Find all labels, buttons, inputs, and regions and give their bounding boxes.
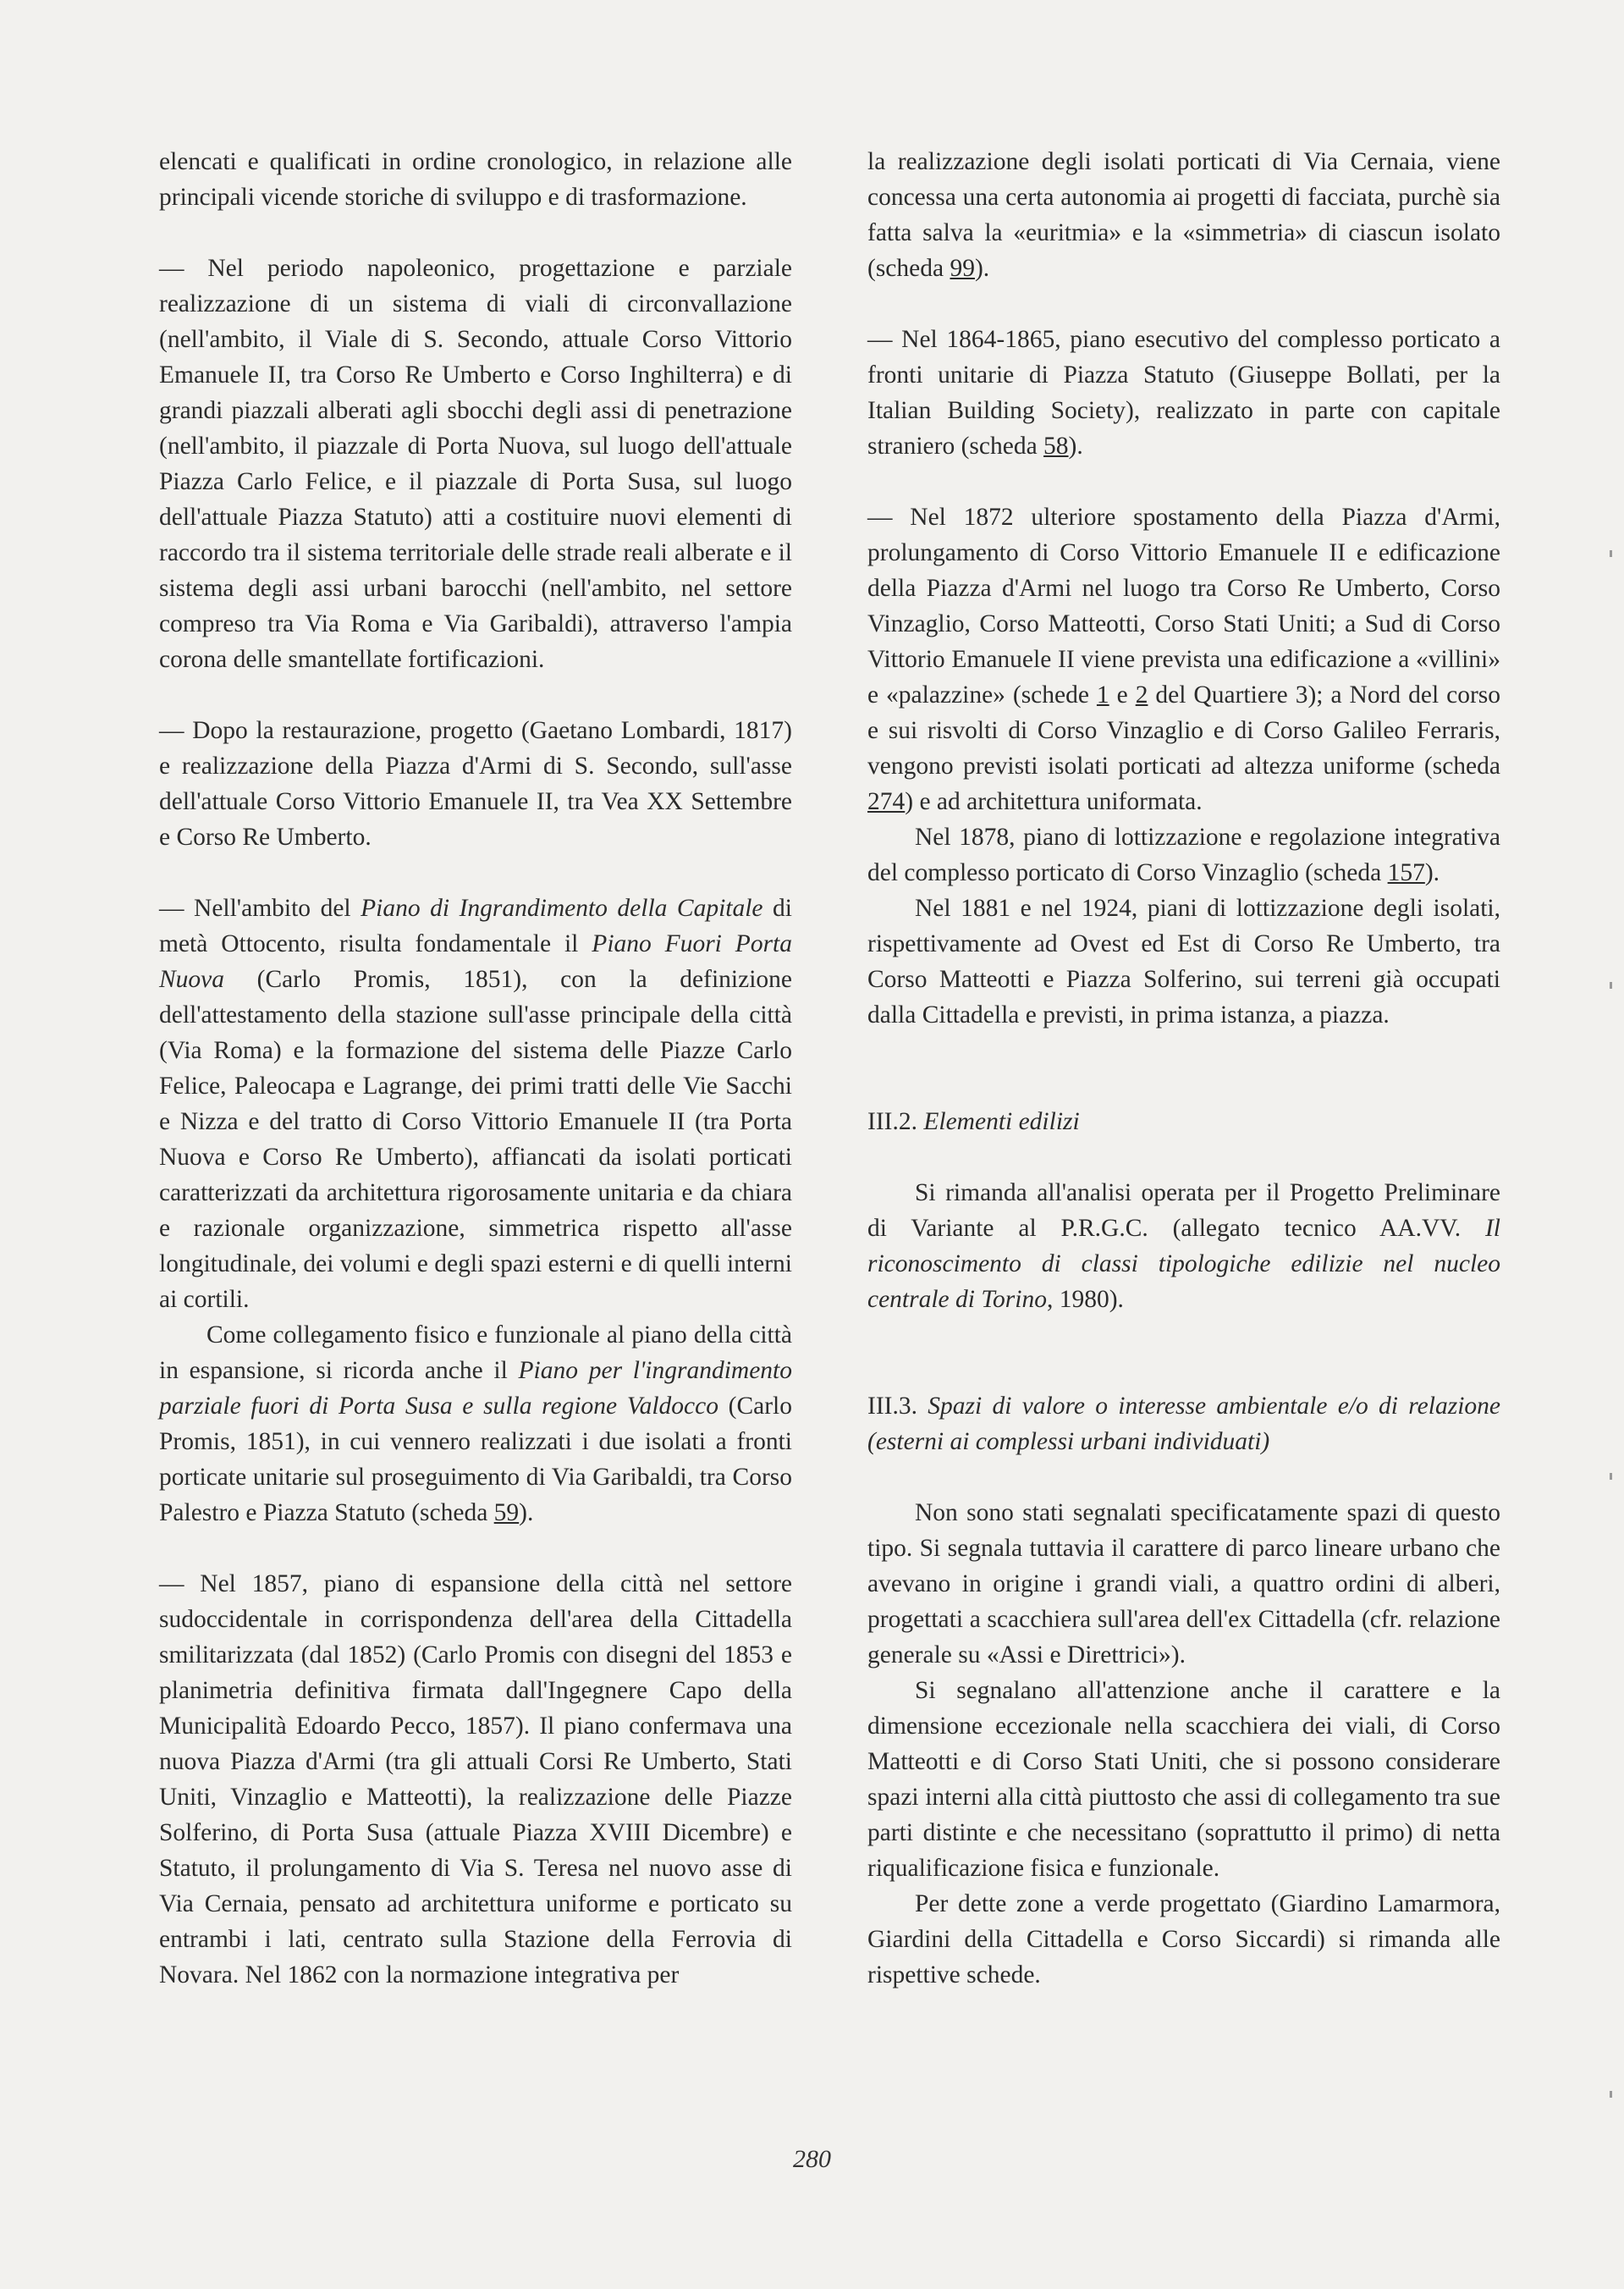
- paragraph: [867, 819, 1500, 891]
- text-run: e: [1109, 681, 1136, 709]
- scheda-reference: 58: [1043, 433, 1069, 460]
- paragraph: [159, 891, 792, 1317]
- scan-mark: [1610, 1473, 1612, 1480]
- paragraph: [867, 1175, 1500, 1317]
- section-heading: [867, 1104, 1500, 1139]
- text-run: , 1980).: [1046, 1286, 1124, 1313]
- paragraph: — Dopo la restaurazione, progetto (Gaetano Lombardi, 1817) e realizzazione della Piazza d'Armi di S. Secondo, sull'asse dell'attuale Corso Vittorio Emanuele II, tra Vea XX Settembre e Corso Re Umberto.: [159, 717, 792, 851]
- section-heading: [867, 1388, 1500, 1459]
- paragraph: Nel 1881 e nel 1924, piani di lottizzazione degli isolati, rispettivamente ad Ovest ed Est di Corso Re Umberto, tra Corso Matteotti e Piazza Solferino, sui terreni già occupati dalla Cittadella e previsti, in prima istanza, a piazza.: [867, 895, 1500, 1029]
- italic-title: Il riconoscimento di classi tipologiche edilizie nel nucleo centrale di Torino: [867, 1215, 1500, 1313]
- text-run: Come collegamento fisico e funzionale al piano della città in espansione, si ricorda anche il: [159, 1321, 792, 1384]
- scheda-reference: 274: [867, 788, 906, 815]
- text-run: di metà Ottocento, risulta fondamentale il: [159, 895, 792, 957]
- text-run: — Nel 1864-1865, piano esecutivo del complesso porticato a fronti unitarie di Piazza Statuto (Giuseppe Bollati, per la Italian Building Society), realizzato in parte con capitale straniero (scheda: [867, 326, 1500, 460]
- section-title: Spazi di valore o interesse ambientale e/o di relazione (esterni ai complessi urbani individuati): [867, 1393, 1500, 1455]
- text-run: Si rimanda all'analisi operata per il Progetto Preliminare di Variante al P.R.G.C. (allegato tecnico AA.VV.: [867, 1179, 1500, 1242]
- text-run: del Quartiere 3); a Nord del corso e sui risvolti di Corso Vinzaglio e di Corso Galileo Ferraris, vengono previsti isolati porticati ad altezza uniforme (scheda: [867, 681, 1500, 780]
- paragraph: [867, 144, 1500, 286]
- scheda-reference: 59: [493, 1499, 520, 1526]
- left-column: [159, 144, 792, 1993]
- text-run: — Nel 1872 ulteriore spostamento della Piazza d'Armi, prolungamento di Corso Vittorio Emanuele II e edificazione della Piazza d'Armi nel luogo tra Corso Re Umberto, Corso Vinzaglio, Corso Matteotti, Corso Stati Uniti; a Sud di Corso Vittorio Emanuele II viene prevista una edificazione a «villini» e «palazzine» (schede: [867, 504, 1500, 709]
- text-run: ).: [974, 255, 990, 282]
- text-run: ).: [1424, 859, 1440, 886]
- text-run: (Carlo Promis, 1851), in cui vennero realizzati i due isolati a fronti porticate unitarie sul proseguimento di Via Garibaldi, tra Corso Palestro e Piazza Statuto (scheda: [159, 1393, 792, 1526]
- paragraph: [867, 322, 1500, 464]
- page-number: 280: [793, 2145, 831, 2173]
- text-run: — Nell'ambito del: [159, 895, 361, 922]
- scan-mark: [1610, 550, 1612, 557]
- section-number: III.2.: [867, 1108, 924, 1135]
- text-run: (Carlo Promis, 1851), con la definizione dell'attestamento della stazione sull'asse principale della città (Via Roma) e la formazione del sistema delle Piazze Carlo Felice, Paleocapa e Lagrange, dei primi tratti delle Vie Sacchi e Nizza e del tratto di Corso Vittorio Emanuele II (tra Porta Nuova e Corso Re Umberto), affiancati da isolati porticati caratterizzati da architettura rigorosamente unitaria e da chiara e razionale organizzazione, simmetrica rispetto all'asse longitudinale, dei volumi e degli spazi esterni e di quelli interni ai cortili.: [159, 966, 792, 1313]
- section-title: Elementi edilizi: [923, 1108, 1080, 1135]
- paragraph: — Nel periodo napoleonico, progettazione e parziale realizzazione di un sistema di viali di circonvallazione (nell'ambito, il Viale di S. Secondo, attuale Corso Vittorio Emanuele II, tra Corso Re Umberto e Corso Inghilterra) e di grandi piazzali alberati agli sbocchi degli assi di penetrazione (nell'ambito, il piazzale di Porta Nuova, sul luogo dell'attuale Piazza Carlo Felice, e il piazzale di Porta Susa, sul luogo dell'attuale Piazza Statuto) atti a costituire nuovi elementi di raccordo tra il sistema territoriale delle strade reali alberate e il sistema degli assi urbani barocchi (nell'ambito, nel settore compreso tra Via Roma e Via Garibaldi), attraverso l'ampia corona delle smantellate fortificazioni.: [159, 255, 792, 673]
- paragraph: Si segnalano all'attenzione anche il carattere e la dimensione eccezionale nella scacchiera dei viali, di Corso Matteotti e di Corso Stati Uniti, che si possono considerare spazi interni alla città piuttosto che assi di collegamento tra sue parti distinte e che necessitano (soprattutto il primo) di netta riqualificazione fisica e funzionale.: [867, 1677, 1500, 1882]
- scan-mark: [1610, 2091, 1612, 2098]
- right-column: [867, 144, 1500, 1993]
- text-run: ).: [519, 1499, 534, 1526]
- scheda-reference: 157: [1387, 859, 1425, 886]
- paragraph: — Nel 1857, piano di espansione della città nel settore sudoccidentale in corrispondenza dell'area della Cittadella smilitarizzata (dal 1852) (Carlo Promis con disegni del 1853 e planimetria definitiva firmata dall'Ingegnere Capo della Municipalità Edoardo Pecco, 1857). Il piano confermava una nuova Piazza d'Armi (tra gli attuali Corsi Re Umberto, Stati Uniti, Vinzaglio e Matteotti), la realizzazione delle Piazze Solferino, di Porta Susa (attuale Piazza XVIII Dicembre) e Statuto, il prolungamento di Via S. Teresa nel nuovo asse di Via Cernaia, pensato ad architettura uniforme e porticato su entrambi i lati, centrato sulla Stazione della Ferrovia di Novara. Nel 1862 con la normazione integrativa per: [159, 1570, 792, 1988]
- text-run: Nel 1878, piano di lottizzazione e regolazione integrativa del complesso porticato di Corso Vinzaglio (scheda: [867, 824, 1500, 886]
- italic-title: Piano per l'ingrandimento parziale fuori di Porta Susa e sulla regione Valdocco: [159, 1357, 793, 1420]
- scheda-reference: 99: [950, 255, 975, 282]
- text-run: ) e ad architettura uniformata.: [905, 788, 1203, 815]
- paragraph: Non sono stati segnalati specificatamente spazi di questo tipo. Si segnala tuttavia il carattere di parco lineare urbano che avevano in origine i grandi viali, a quattro ordini di alberi, progettati a scacchiera sull'area dell'ex Cittadella (cfr. relazione generale su «Assi e Direttrici»).: [867, 1499, 1500, 1668]
- scan-mark: [1610, 982, 1612, 989]
- paragraph: [159, 1317, 792, 1531]
- text-run: la realizzazione degli isolati porticati di Via Cernaia, viene concessa una certa autonomia ai progetti di facciata, purchè sia fatta salva la «euritmia» e la «simmetria» di ciascun isolato (scheda: [867, 148, 1500, 282]
- scheda-reference: 1: [1096, 681, 1109, 709]
- paragraph: Per dette zone a verde progettato (Giardino Lamarmora, Giardini della Cittadella e Corso Siccardi) si rimanda alle rispettive schede.: [867, 1890, 1500, 1988]
- section-number: III.3.: [867, 1393, 928, 1420]
- scheda-reference: 2: [1135, 681, 1148, 709]
- text-run: ).: [1068, 433, 1083, 460]
- paragraph: [867, 499, 1500, 819]
- paragraph: elencati e qualificati in ordine cronologico, in relazione alle principali vicende storiche di sviluppo e di trasformazione.: [159, 148, 792, 211]
- italic-title: Piano Fuori Porta Nuova: [159, 930, 792, 993]
- italic-title: Piano di Ingrandimento della Capitale: [361, 895, 763, 922]
